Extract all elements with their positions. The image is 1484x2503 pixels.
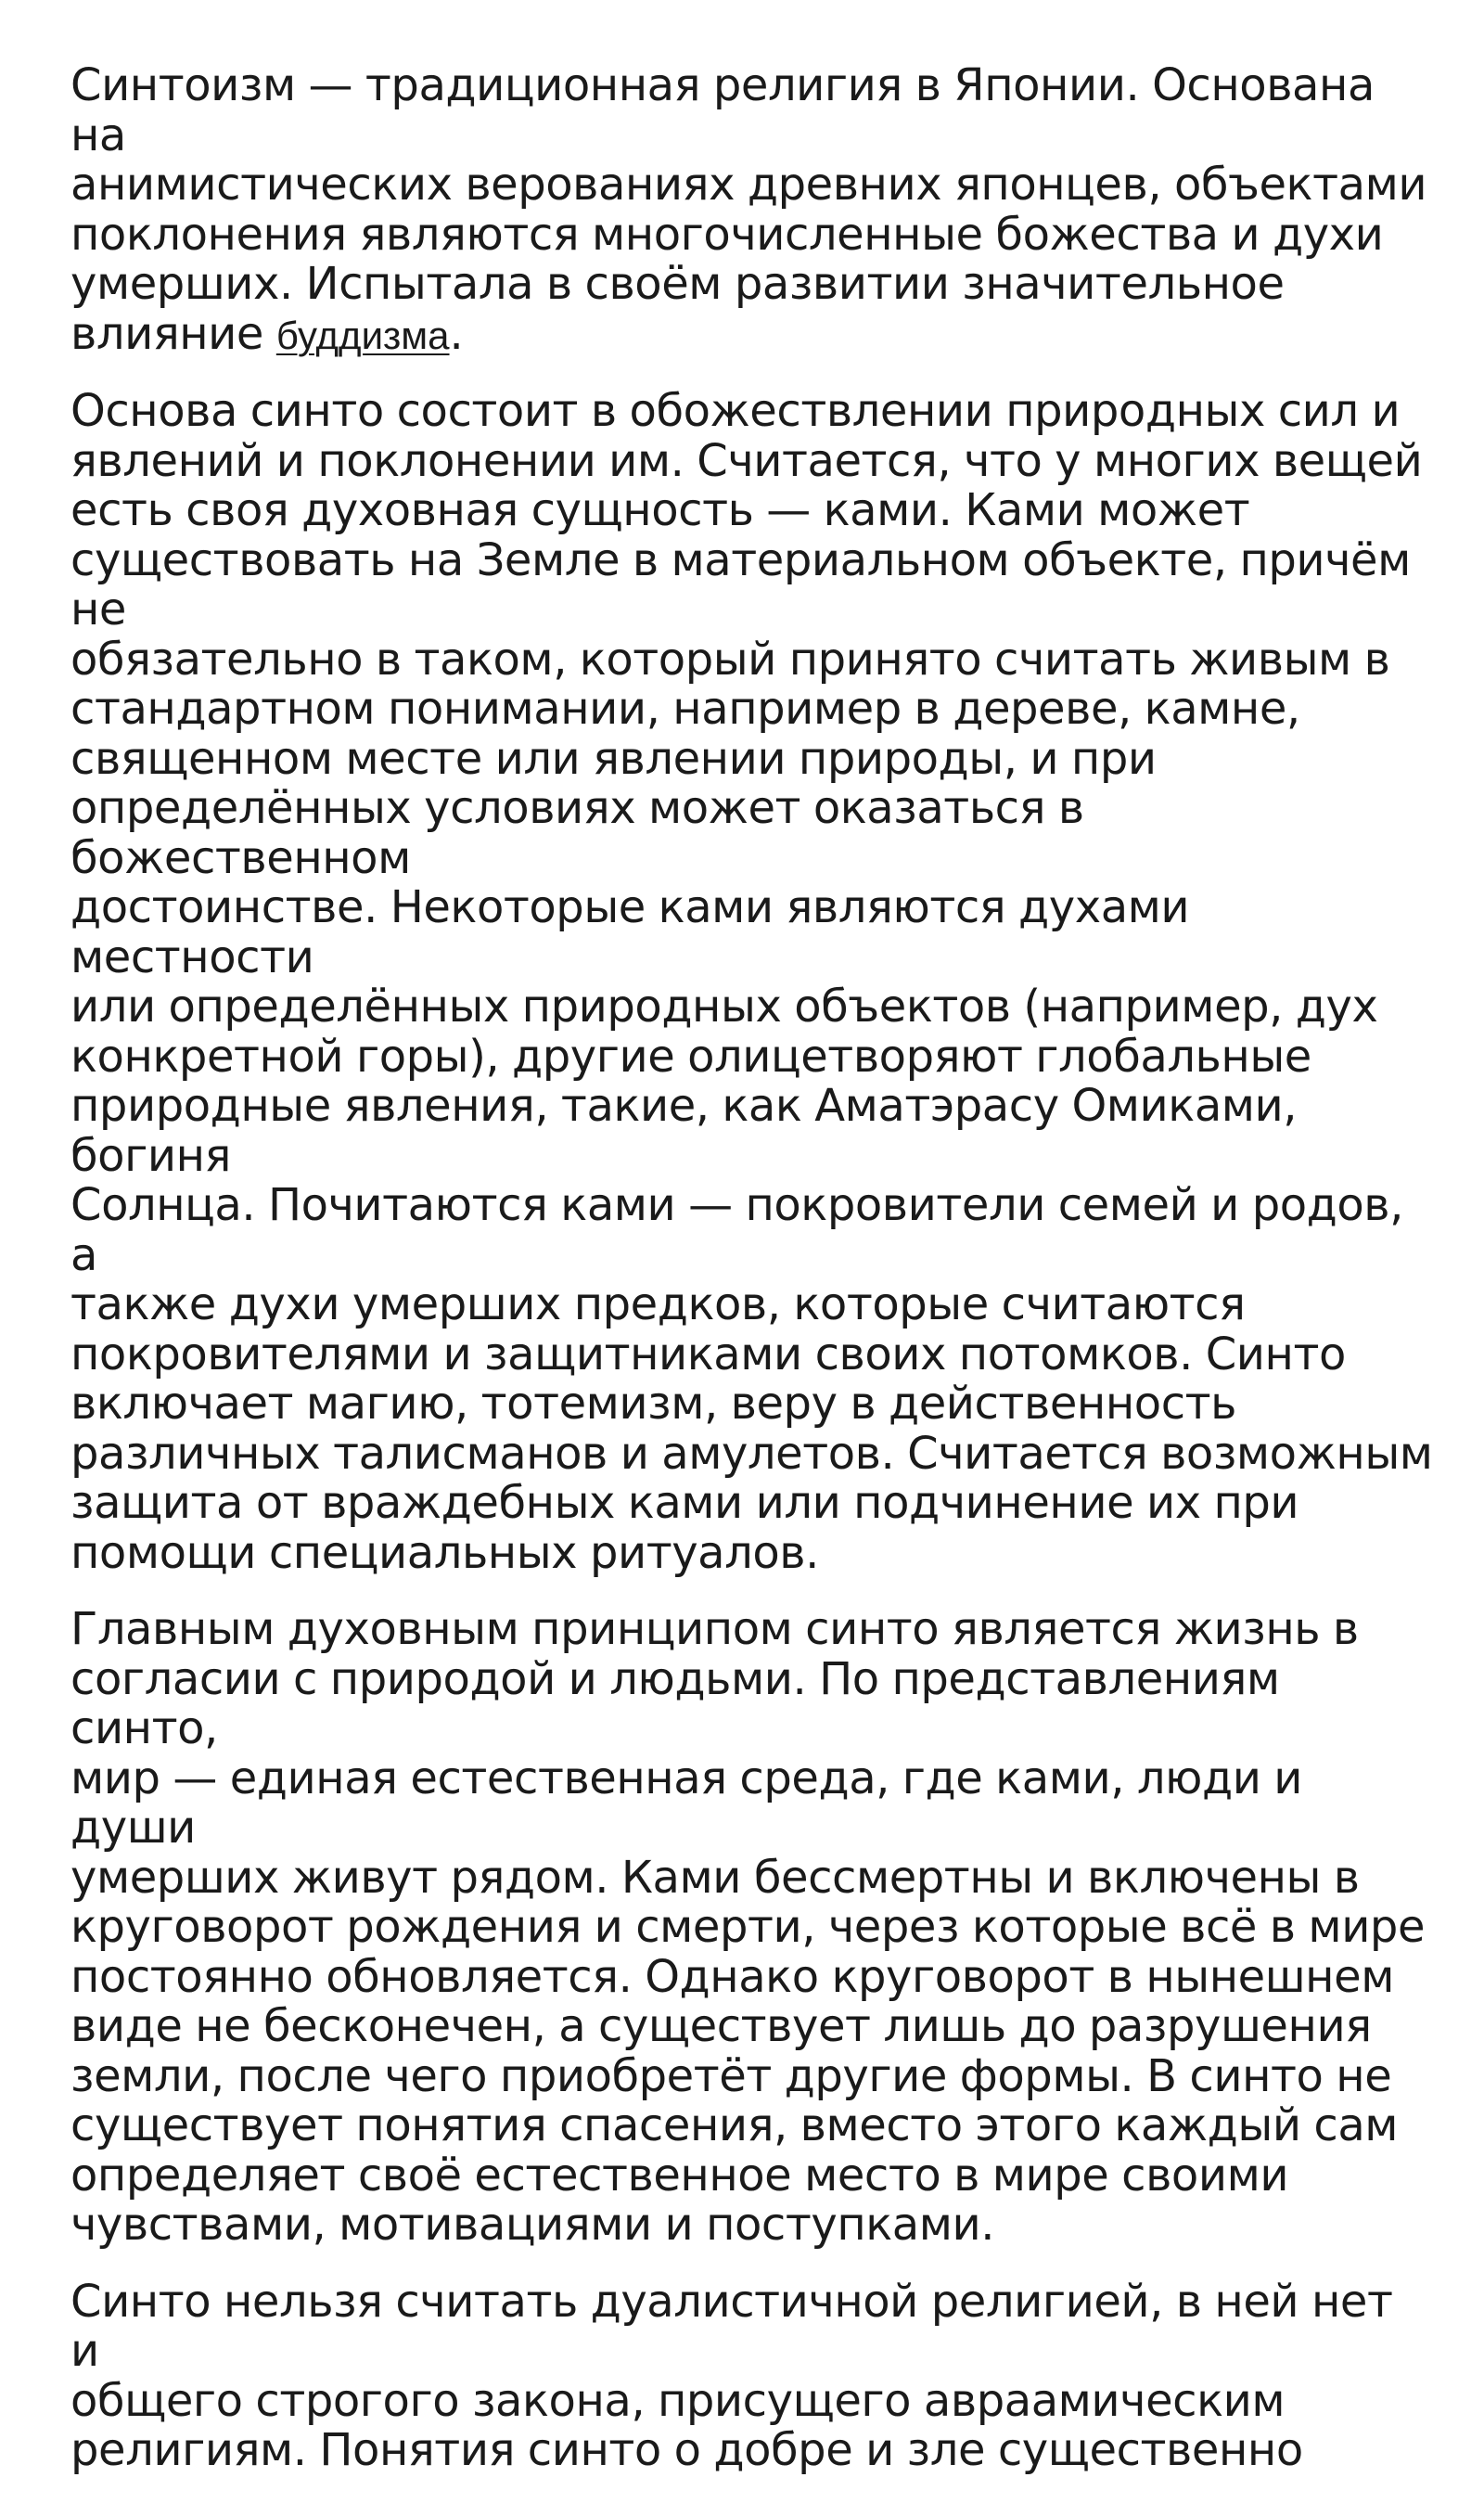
paragraph-principle: Главным духовным принципом синто является жизнь в согласии с природой и людьми. По представлениям синто, мир — единая естественная среда, где ками, люди и души умерших живут рядом. Ками бессмертны и включены в круговорот рождения и смерти, через которые всё в мире постоянно обновляется. Однако круговорот в нынешнем виде не бесконечен, а существует лишь до разрушения земли, после чего приобретёт другие формы. В синто не существует понятия спасения, вместо этого каждый сам определяет своё естественное место в мире своими чувствами, мотивациями и поступками. — [70, 1603, 1426, 2251]
paragraph-intro-end: . — [449, 307, 464, 360]
paragraph-intro — [70, 61, 1434, 360]
paragraph-dualism: Синто нельзя считать дуалистичной религией, в ней нет и общего строгого закона, присущего авраамическим религиям. Понятия синто о добре и зле существенно — [70, 2275, 1393, 2476]
buddhism-link-label: буддизма — [275, 313, 450, 357]
paragraph-kami: Основа синто состоит в обожествлении природных сил и явлений и поклонении им. Считается, что у многих вещей есть своя духовная сущность — ками. Ками может существовать на Земле в материальном объекте, причём не обязательно в таком, который принято считать живым в стандартном понимании, например в дереве, камне, священном месте или явлении природы, и при определённых условиях может оказаться в божественном достоинстве. Некоторые ками являются духами местности или определённых природных объектов (например, дух конкретной горы), другие олицетворяют глобальные природные явления, такие, как Аматэрасу Омиками, богиня Солнца. Почитаются ками — покровители семей и родов, а также духи умерших предков, которые считаются покровителями и защитниками своих потомков. Синто включает магию, тотемизм, веру в действенность различных талисманов и амулетов. Считается возможным защита от враждебных ками или подчинение их при помощи специальных ритуалов. — [70, 385, 1433, 1579]
paragraph-intro-text: Синтоизм — традиционная религия в Японии. Основана на анимистических верованиях древних японцев, объектами поклонения являются многочисленные божества и духи умерших. Испытала в своём развитии значительное влияние — [70, 59, 1427, 360]
article-body — [70, 61, 1434, 2503]
buddhism-link[interactable] — [276, 308, 450, 360]
